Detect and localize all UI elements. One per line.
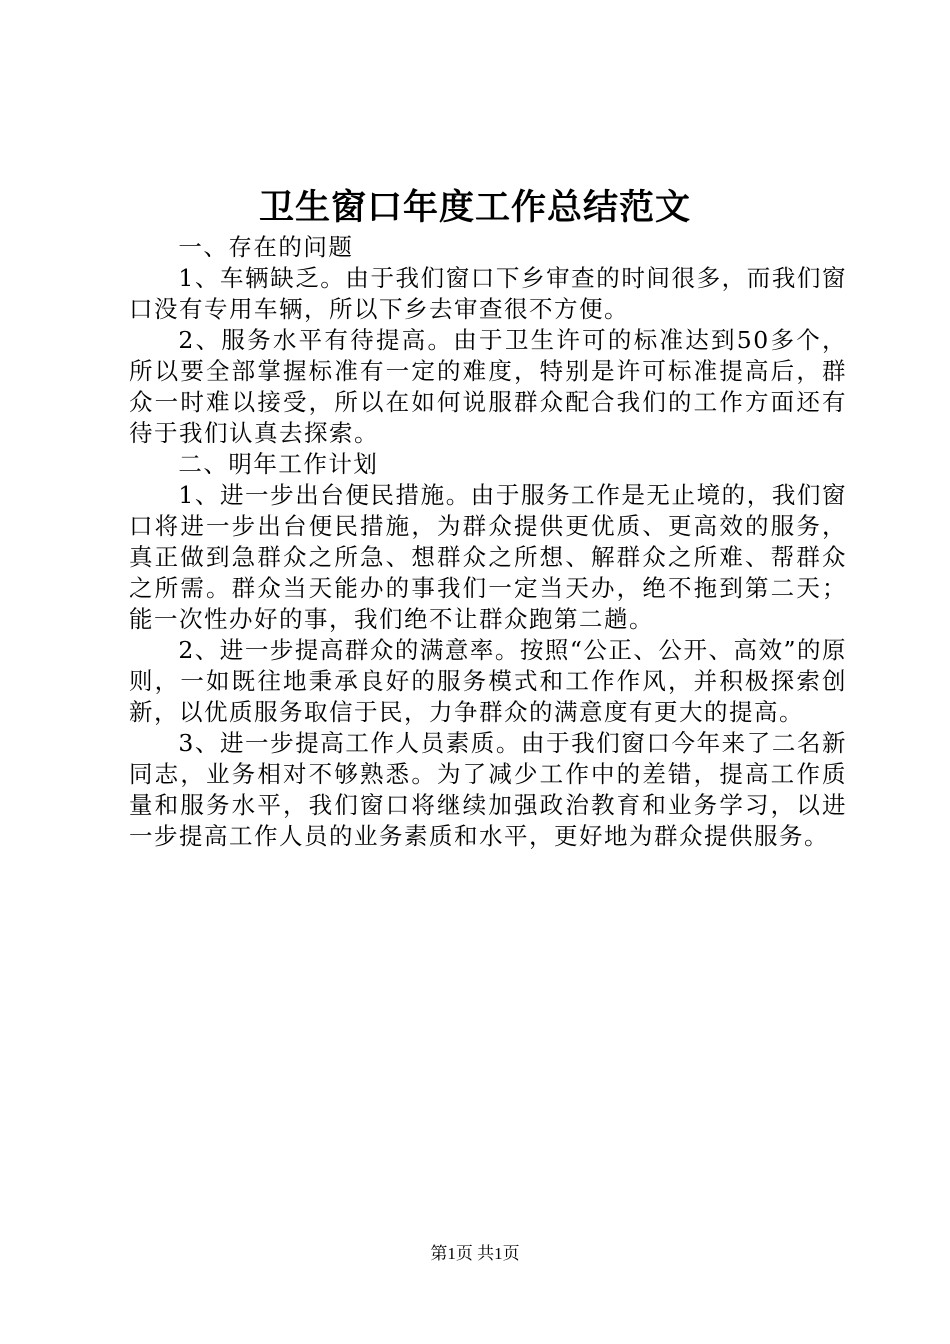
section-heading-problems: 一、存在的问题 — [178, 233, 354, 261]
document-body — [129, 232, 847, 852]
paragraph-service-level: 2、服务水平有待提高。由于卫生许可的标准达到50多个，所以要全部掌握标准有一定的难度，特别是许可标准提高后，群众一时难以接受，所以在如何说服群众配合我们的工作方面还有待于我们认真去探索。 — [129, 326, 847, 447]
paragraph-vehicles: 1、车辆缺乏。由于我们窗口下乡审查的时间很多，而我们窗口没有专用车辆，所以下乡去审查很不方便。 — [129, 264, 847, 323]
document-title: 卫生窗口年度工作总结范文 — [258, 187, 691, 228]
paragraph-staff-quality: 3、进一步提高工作人员素质。由于我们窗口今年来了二名新同志，业务相对不够熟悉。为了减少工作中的差错，提高工作质量和服务水平，我们窗口将继续加强政治教育和业务学习，以进一步提高工作人员的业务素质和水平，更好地为群众提供服务。 — [129, 729, 847, 850]
paragraph-satisfaction: 2、进一步提高群众的满意率。按照“公正、公开、高效”的原则，一如既往地秉承良好的服务模式和工作作风，并积极探索创新，以优质服务取信于民，力争群众的满意度有更大的提高。 — [129, 636, 847, 726]
section-heading-plan: 二、明年工作计划 — [178, 450, 379, 478]
page-footer: 第1页 共1页 — [430, 1244, 520, 1263]
paragraph-convenience-measures: 1、进一步出台便民措施。由于服务工作是无止境的，我们窗口将进一步出台便民措施，为群众提供更优质、更高效的服务，真正做到急群众之所急、想群众之所想、解群众之所难、帮群众之所需。群众当天能办的事我们一定当天办，绝不拖到第二天；能一次性办好的事，我们绝不让群众跑第二趟。 — [129, 481, 847, 633]
